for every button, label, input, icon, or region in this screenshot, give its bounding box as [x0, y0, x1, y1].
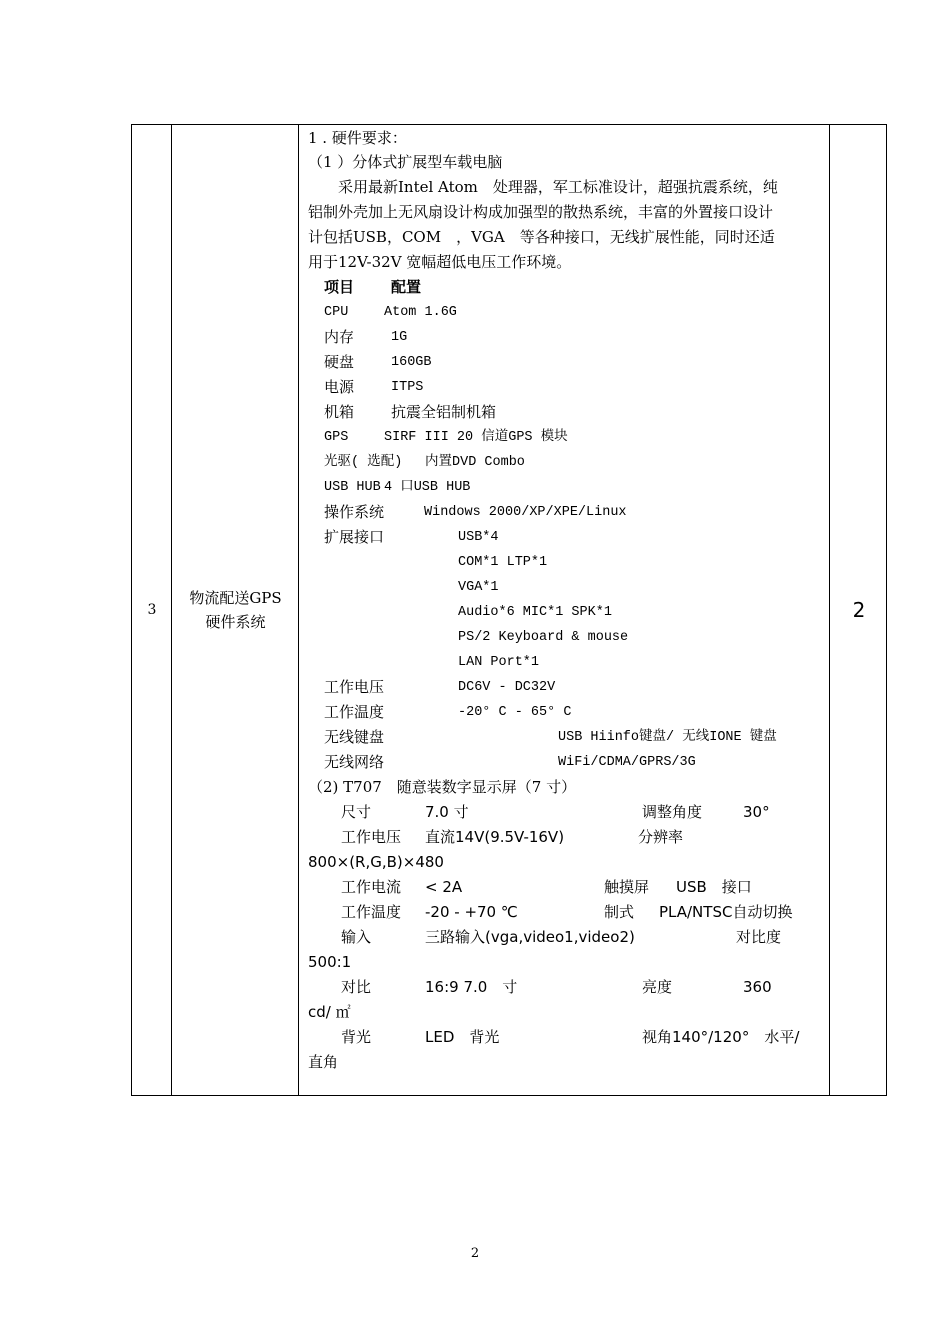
display-label: 对比	[341, 978, 372, 996]
display-label: 工作电压	[341, 828, 402, 846]
env-value: DC6V - DC32V	[458, 680, 556, 695]
spec-header-item: 项目	[324, 278, 355, 296]
env-key: 工作电压	[324, 678, 385, 696]
spec-value: 4 口USB HUB	[384, 480, 471, 495]
spec-key: 机箱	[324, 403, 355, 421]
display-label: 工作电流	[341, 878, 402, 896]
display-value: PLA/NTSC自动切换	[659, 903, 793, 921]
env-key: 工作温度	[324, 703, 385, 721]
subsection-title: （2) T707 随意装数字显示屏（7 寸）	[308, 778, 577, 796]
display-value: 30°	[743, 803, 770, 821]
display-label: 亮度	[642, 978, 673, 996]
spec-value: Windows 2000/XP/XPE/Linux	[424, 505, 627, 520]
spec-value: 160GB	[391, 355, 432, 370]
subsection-title: （1 ）分体式扩展型车载电脑	[308, 153, 503, 171]
item-name-line2: 硬件系统	[205, 613, 266, 631]
display-value: 视角140°/120° 水平/	[642, 1028, 800, 1046]
spec-key: 光驱( 选配)	[324, 455, 403, 470]
display-label: 尺寸	[341, 803, 372, 821]
spec-value: USB*4	[458, 530, 499, 545]
quantity: 2	[852, 598, 866, 622]
display-label: 制式	[604, 903, 635, 921]
wireless-key: 无线网络	[324, 753, 385, 771]
spec-key: 操作系统	[324, 503, 385, 521]
row-number: 3	[147, 602, 157, 618]
display-value: 直流14V(9.5V-16V)	[425, 828, 565, 846]
display-value: LED 背光	[425, 1028, 500, 1046]
item-name-line1: 物流配送GPS	[189, 589, 282, 607]
spec-value: ITPS	[391, 380, 424, 395]
display-label: 调整角度	[642, 803, 703, 821]
display-label: 工作温度	[341, 903, 402, 921]
spec-key: 内存	[324, 328, 355, 346]
display-label: 分辨率	[638, 828, 684, 846]
spec-value: 抗震全铝制机箱	[391, 403, 497, 421]
spec-key: USB HUB	[324, 480, 381, 495]
spec-value: Atom 1.6G	[384, 305, 457, 320]
env-value: -20° C - 65° C	[458, 705, 572, 720]
display-value: 三路输入(vga,video1,video2)	[425, 928, 635, 946]
spec-value: 1G	[391, 330, 408, 345]
spec-value: SIRF III 20 信道GPS 模块	[384, 430, 568, 445]
display-value: cd/ ㎡	[308, 1003, 351, 1021]
display-value: USB 接口	[676, 878, 752, 896]
spec-key: CPU	[324, 305, 349, 320]
display-label: 对比度	[736, 928, 782, 946]
display-value: 直角	[308, 1053, 339, 1071]
section-heading: 1 . 硬件要求：	[308, 129, 407, 147]
spec-key: 电源	[324, 378, 355, 396]
paragraph-line: 计包括USB，COM ，VGA 等各种接口，无线扩展性能，同时还适	[308, 228, 775, 246]
paragraph-line: 铝制外壳加上无风扇设计构成加强型的散热系统，丰富的外置接口设计	[308, 203, 774, 221]
paragraph-line: 用于12V-32V 宽幅超低电压工作环境。	[308, 253, 572, 271]
port-item: LAN Port*1	[458, 655, 540, 670]
spec-key: 硬盘	[324, 353, 355, 371]
display-label: 触摸屏	[604, 878, 650, 896]
spec-value: 内置DVD Combo	[425, 455, 525, 470]
item-name	[172, 125, 299, 1095]
port-item: Audio*6 MIC*1 SPK*1	[458, 605, 612, 620]
display-value: 16:9 7.0 寸	[425, 978, 518, 996]
display-value: 7.0 寸	[425, 803, 469, 821]
page-number: 2	[470, 1246, 480, 1261]
display-label: 背光	[341, 1028, 372, 1046]
display-label: 输入	[341, 928, 372, 946]
spec-header-config: 配置	[391, 278, 422, 296]
equipment-table	[131, 124, 887, 1096]
display-value: 360	[743, 978, 772, 996]
paragraph-line: 采用最新Intel Atom 处理器，军工标准设计，超强抗震系统，纯	[308, 178, 778, 196]
port-item: COM*1 LTP*1	[458, 555, 548, 570]
spec-key: GPS	[324, 430, 349, 445]
port-item: PS/2 Keyboard & mouse	[458, 630, 629, 645]
display-value: < 2A	[425, 878, 463, 896]
spec-key: 扩展接口	[324, 528, 385, 546]
display-value: -20 - +70 ℃	[425, 903, 518, 921]
wireless-value: WiFi/CDMA/GPRS/3G	[558, 755, 696, 770]
display-value: 800×(R,G,B)×480	[308, 853, 444, 871]
wireless-value: USB Hiinfo键盘/ 无线IONE 键盘	[558, 730, 777, 745]
port-item: VGA*1	[458, 580, 499, 595]
wireless-key: 无线键盘	[324, 728, 385, 746]
display-value: 500:1	[308, 953, 352, 971]
